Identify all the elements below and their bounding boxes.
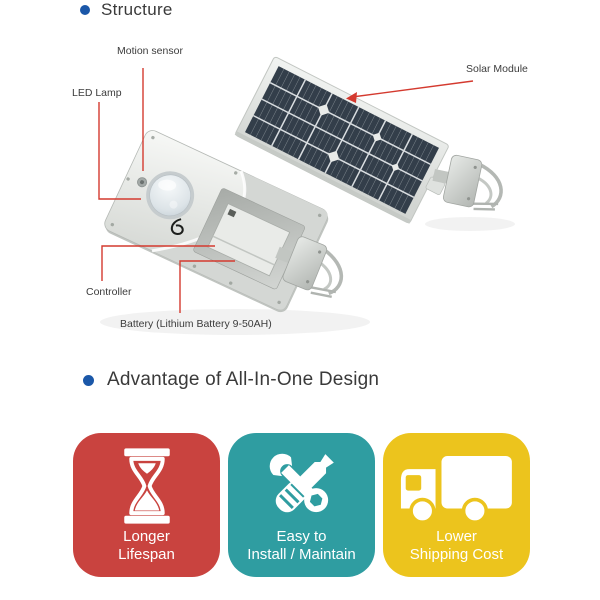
card-caption [247,528,355,564]
bracket-shadow [425,217,515,231]
caption-line1: Longer [123,528,170,545]
card-lower-shipping [383,433,530,577]
structure-title: Structure [101,0,173,19]
card-easy-install [228,433,375,577]
tools-icon [256,433,348,528]
caption-line2: Install / Maintain [247,546,356,563]
advantage-heading [83,369,379,391]
label-controller: Controller [86,286,132,298]
caption-line1: Lower [436,528,477,545]
caption-line2: Shipping Cost [409,546,504,563]
card-longer-lifespan [73,433,220,577]
card-caption [118,528,175,564]
card-caption [410,528,503,564]
bullet-icon [83,375,94,386]
caption-line2: Lifespan [118,546,175,563]
truck-icon [397,433,517,528]
label-battery: Battery (Lithium Battery 9-50AH) [120,318,272,330]
advantage-title: Advantage of All-In-One Design [107,369,380,390]
hourglass-icon [119,433,175,528]
advantage-cards [73,433,530,577]
label-led-lamp: LED Lamp [72,87,122,99]
label-motion-sensor: Motion sensor [117,45,183,57]
label-solar-module: Solar Module [466,63,528,75]
caption-line1: Easy to [276,528,327,545]
